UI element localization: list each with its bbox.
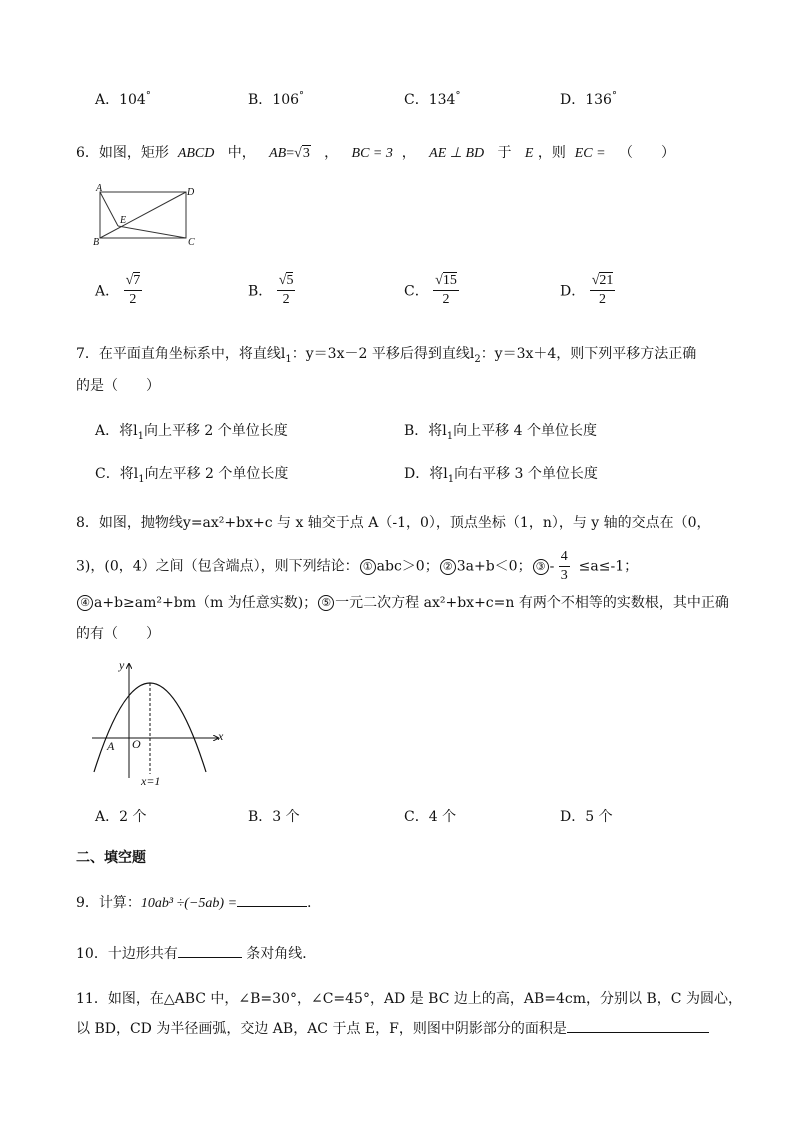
- q8-stem-line1: 8．如图，抛物线y=ax²+bx+c 与 x 轴交于点 A（-1，0），顶点坐标（1，n），与 y 轴的交点在（0，: [76, 515, 711, 531]
- q8-option-b: B．3 个: [248, 809, 300, 825]
- q7-option-c: C．将$l_1$向左平移 2 个单位长度: [95, 466, 289, 485]
- q9-answer-blank: [237, 906, 307, 907]
- q8-stem-line3: ④ a+b≥am²+bm（m 为任意实数)； ⑤ 一元二次方程 ax²+bx+c=n 有两个不相等的实数根，其中正确: [76, 592, 729, 612]
- q6-option-d: D． $\frac{√21}{2}$: [560, 273, 614, 307]
- q8-option-a: A．2 个: [95, 809, 147, 825]
- diagonal-bd: [100, 192, 186, 238]
- q6-option-a: A． $\frac{√7}{2}$: [95, 273, 141, 307]
- segment-ec: [118, 226, 186, 238]
- q6-option-c: C． $\frac{√15}{2}$: [404, 273, 457, 307]
- q5-option-b: B．106°: [248, 90, 305, 108]
- q7-stem-line1: 7．在平面直角坐标系中，将直线$l_1$：y＝3x－2 平移后得到直线$l_2$：y＝3x＋4，则下列平移方法正确: [76, 346, 697, 365]
- rectangle-figure: [90, 183, 202, 249]
- label-origin: O: [132, 737, 141, 751]
- q7-option-d: D．将$l_1$向右平移 3 个单位长度: [404, 466, 598, 485]
- q5-option-a: A．104°: [95, 90, 151, 108]
- label-y: y: [119, 658, 125, 672]
- q7-option-b: B．将$l_1$向上平移 4 个单位长度: [404, 423, 597, 442]
- q7-stem-line2: 的是（ ）: [76, 378, 160, 394]
- label-axis: x=1: [141, 774, 161, 788]
- q5-option-d: D．136°: [560, 90, 617, 108]
- label-e: E: [120, 215, 127, 226]
- label-b: B: [93, 237, 100, 248]
- q11-stem-line2: 以 BD，CD 为半径画弧，交边 AB，AC 于点 E，F，则图中阴影部分的面积是: [76, 1018, 709, 1038]
- q7-option-a: A．将$l_1$向上平移 2 个单位长度: [95, 423, 288, 442]
- q11-stem-line1: 11．如图，在△ABC 中，∠B=30°，∠C=45°，AD 是 BC 边上的高，AB=4cm，分别以 B，C 为圆心，: [76, 991, 742, 1007]
- section-heading: 二、填空题: [76, 850, 146, 866]
- segment-ae: [100, 192, 118, 226]
- q10-answer-blank: [178, 957, 242, 958]
- q10-stem: 10．十边形共有 条对角线．: [76, 946, 317, 962]
- q6-stem: 6．如图，矩形 ABCD 中， AB=√3 ， BC = 3 ， AE ⊥ BD 于 E ，则 EC = （ ）: [76, 145, 675, 161]
- label-a-point: A: [107, 739, 115, 753]
- q8-stem-line2: 3)，(0，4）之间（包含端点），则下列结论： ① abc＞0； ② 3a+b＜0； ③ - $\frac{4}{3}$ ≤a≤-1；: [76, 549, 639, 583]
- label-c: C: [188, 237, 195, 248]
- q11-answer-blank: [567, 1032, 709, 1033]
- label-a: A: [96, 183, 103, 194]
- label-d: D: [187, 187, 195, 198]
- q8-option-c: C．4 个: [404, 809, 457, 825]
- label-x: x: [218, 729, 224, 743]
- q8-option-d: D．5 个: [560, 809, 613, 825]
- q9-stem: 9．计算：10ab³ ÷(−5ab) = .: [76, 895, 312, 911]
- q8-stem-line4: 的有（ ）: [76, 626, 160, 642]
- q6-option-b: B． $\frac{√5}{2}$: [248, 273, 294, 307]
- parabola-graph: [88, 656, 238, 788]
- q5-option-c: C．134°: [404, 90, 461, 108]
